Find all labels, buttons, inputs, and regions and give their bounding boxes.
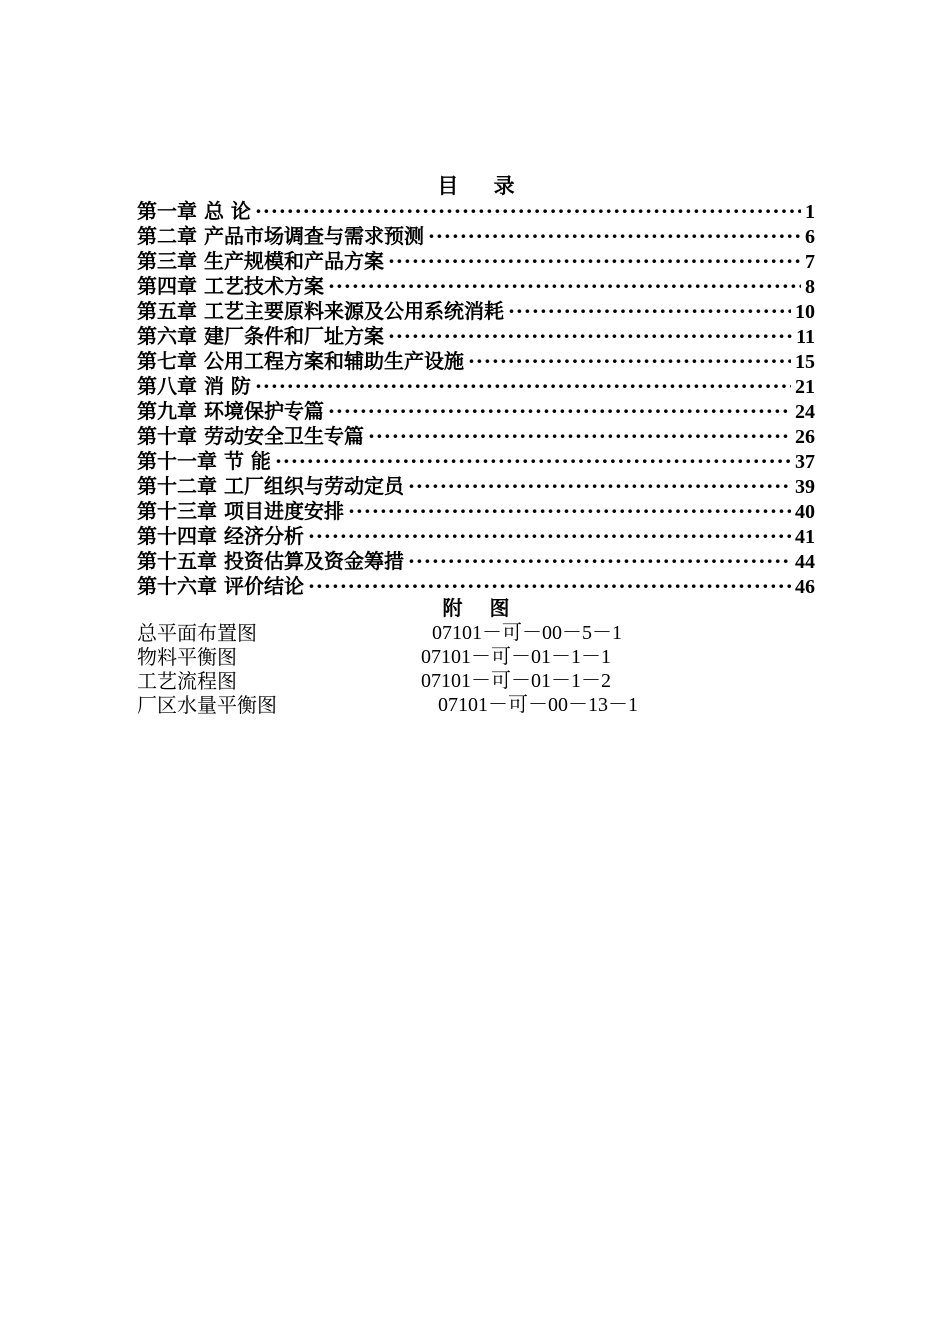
- toc-page-number: 6: [805, 226, 815, 248]
- toc-item: [137, 274, 815, 299]
- toc-leader-dots: [428, 224, 801, 249]
- toc-item: [137, 299, 815, 324]
- toc-item: [137, 349, 815, 374]
- toc-list: [137, 199, 815, 599]
- toc-page-number: 37: [795, 451, 815, 473]
- toc-item: [137, 224, 815, 249]
- appendix-item: [137, 645, 815, 669]
- toc-chapter: 第十二章 工厂组织与劳动定员: [137, 474, 404, 498]
- toc-item: [137, 324, 815, 349]
- toc-leader-dots: [388, 324, 792, 349]
- toc-item: [137, 424, 815, 449]
- toc-item: [137, 549, 815, 574]
- toc-page-number: 26: [795, 426, 815, 448]
- toc-leader-dots: [308, 524, 791, 549]
- toc-leader-dots: [348, 499, 791, 524]
- appendix-item: [137, 669, 815, 693]
- toc-chapter: 第十章 劳动安全卫生专篇: [137, 424, 364, 448]
- toc-item: [137, 474, 815, 499]
- appendix-list: [137, 621, 815, 717]
- toc-chapter: 第六章 建厂条件和厂址方案: [137, 324, 384, 348]
- appendix-item: [137, 621, 815, 645]
- toc-chapter: 第四章 工艺技术方案: [137, 274, 324, 298]
- toc-page-number: 15: [795, 351, 815, 373]
- toc-chapter: 第七章 公用工程方案和辅助生产设施: [137, 349, 464, 373]
- toc-chapter: 第十四章 经济分析: [137, 524, 304, 548]
- appendix-drawing-name: 物料平衡图: [137, 645, 237, 669]
- toc-chapter: 第十三章 项目进度安排: [137, 499, 344, 523]
- toc-chapter: 第三章 生产规模和产品方案: [137, 249, 384, 273]
- appendix-drawing-code: 07101－可－00－13－1: [438, 694, 638, 716]
- toc-item: [137, 499, 815, 524]
- toc-leader-dots: [368, 424, 791, 449]
- toc-chapter: 第十六章 评价结论: [137, 574, 304, 598]
- toc-page-number: 7: [805, 251, 815, 273]
- toc-page-number: 40: [795, 501, 815, 523]
- toc-page-number: 44: [795, 551, 815, 573]
- appendix-drawing-name: 总平面布置图: [137, 621, 257, 645]
- toc-leader-dots: [508, 299, 791, 324]
- toc-page-number: 39: [795, 476, 815, 498]
- toc-chapter: 第二章 产品市场调查与需求预测: [137, 224, 424, 248]
- toc-chapter: 第五章 工艺主要原料来源及公用系统消耗: [137, 299, 504, 323]
- toc-leader-dots: [408, 474, 791, 499]
- toc-item: [137, 524, 815, 549]
- appendix-item: [137, 693, 815, 717]
- appendix-drawing-name: 厂区水量平衡图: [137, 693, 277, 717]
- toc-leader-dots: [255, 199, 801, 224]
- appendix-drawing-code: 07101－可－01－1－1: [421, 646, 611, 668]
- toc-leader-dots: [328, 274, 801, 299]
- toc-title: 目 录: [437, 173, 529, 198]
- toc-item: [137, 374, 815, 399]
- toc-leader-dots: [388, 249, 801, 274]
- toc-leader-dots: [275, 449, 791, 474]
- toc-page-number: 46: [795, 576, 815, 598]
- appendix-drawing-name: 工艺流程图: [137, 669, 237, 693]
- toc-page-number: 24: [795, 401, 815, 423]
- toc-item: [137, 249, 815, 274]
- toc-chapter: 第一章 总 论: [137, 199, 251, 223]
- toc-item: [137, 449, 815, 474]
- toc-chapter: 第十一章 节 能: [137, 449, 271, 473]
- toc-page-number: 41: [795, 526, 815, 548]
- toc-page-number: 10: [795, 301, 815, 323]
- toc-leader-dots: [468, 349, 791, 374]
- appendix-title: 附 图: [442, 596, 520, 620]
- toc-chapter: 第八章 消 防: [137, 374, 251, 398]
- toc-item: [137, 399, 815, 424]
- toc-leader-dots: [328, 399, 791, 424]
- appendix-drawing-code: 07101－可－01－1－2: [421, 670, 611, 692]
- toc-leader-dots: [255, 374, 791, 399]
- toc-leader-dots: [408, 549, 791, 574]
- toc-page-number: 8: [805, 276, 815, 298]
- toc-page-number: 1: [805, 201, 815, 223]
- toc-chapter: 第十五章 投资估算及资金筹措: [137, 549, 404, 573]
- toc-item: [137, 199, 815, 224]
- toc-page-number: 21: [795, 376, 815, 398]
- appendix-drawing-code: 07101－可－00－5－1: [432, 622, 622, 644]
- toc-chapter: 第九章 环境保护专篇: [137, 399, 324, 423]
- toc-page-number: 11: [796, 326, 815, 348]
